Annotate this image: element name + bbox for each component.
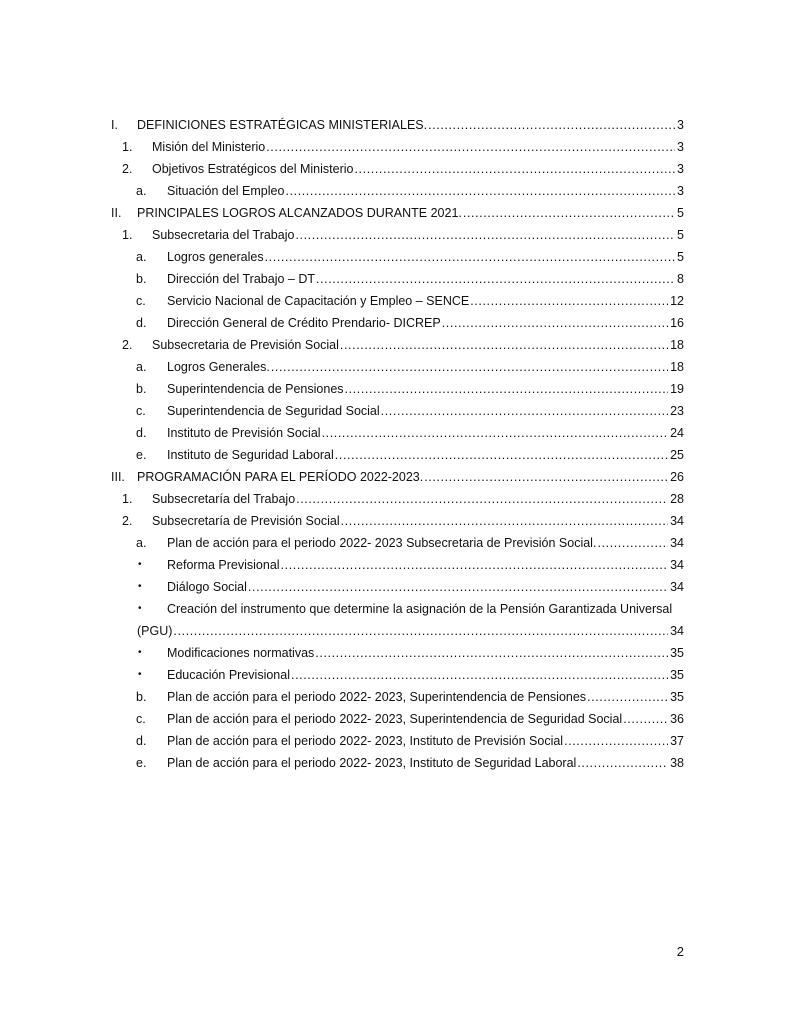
toc-entry[interactable]: [0, 576, 791, 598]
toc-entry-number: 2.: [122, 514, 133, 528]
toc-entry-title: Subsecretaría del Trabajo: [152, 492, 296, 506]
dot-leader: [335, 444, 668, 466]
dot-leader: [266, 136, 675, 158]
toc-entry[interactable]: [0, 400, 791, 422]
toc-entry-page: 34: [670, 536, 684, 550]
toc-entry-page: 34: [670, 514, 684, 528]
toc-entry-number: 1.: [122, 140, 133, 154]
toc-entry[interactable]: [0, 356, 791, 378]
toc-entry-page: 25: [670, 448, 684, 462]
toc-entry-page: 38: [670, 756, 684, 770]
toc-entry-page: 18: [670, 338, 684, 352]
toc-entry-line: [167, 378, 684, 400]
dot-leader: [315, 642, 668, 664]
toc-entry-title: DEFINICIONES ESTRATÉGICAS MINISTERIALES.: [137, 118, 428, 132]
toc-entry-page: 26: [670, 470, 684, 484]
table-of-contents: [0, 114, 791, 774]
toc-entry[interactable]: [0, 290, 791, 312]
dot-leader: [577, 752, 668, 774]
dot-leader: [265, 246, 675, 268]
dot-leader: [248, 576, 668, 598]
toc-entry-line: [167, 422, 684, 444]
toc-entry[interactable]: [0, 158, 791, 180]
bullet-marker: •: [138, 603, 142, 614]
toc-entry-number: I.: [111, 118, 118, 132]
toc-entry-page: 16: [670, 316, 684, 330]
toc-entry[interactable]: [0, 642, 791, 664]
toc-entry-page: 34: [670, 580, 684, 594]
toc-entry-page: 35: [670, 690, 684, 704]
dot-leader: [322, 422, 669, 444]
dot-leader: [340, 334, 668, 356]
toc-entry-number: e.: [136, 448, 147, 462]
toc-entry[interactable]: [0, 224, 791, 246]
toc-entry-page: 23: [670, 404, 684, 418]
toc-entry-title: Instituto de Previsión Social: [167, 426, 321, 440]
dot-leader: [316, 268, 675, 290]
toc-entry-line: [167, 686, 684, 708]
toc-entry[interactable]: [0, 180, 791, 202]
dot-leader: [587, 686, 668, 708]
toc-entry-number: a.: [136, 536, 147, 550]
toc-entry[interactable]: [0, 334, 791, 356]
toc-entry-page: 35: [670, 646, 684, 660]
toc-entry-number: a.: [136, 360, 147, 374]
toc-entry-number: 2.: [122, 338, 133, 352]
toc-entry-title: (PGU): [137, 624, 173, 638]
toc-entry-title: Educación Previsional: [167, 668, 290, 682]
toc-entry[interactable]: [0, 444, 791, 466]
toc-entry-line: [167, 752, 684, 774]
dot-leader: [424, 466, 668, 488]
toc-entry-line: [167, 268, 684, 290]
toc-entry-line: [167, 554, 684, 576]
toc-entry-number: b.: [136, 382, 147, 396]
bullet-marker: •: [138, 647, 142, 658]
toc-entry-title: Misión del Ministerio: [152, 140, 266, 154]
toc-entry-title: Situación del Empleo: [167, 184, 285, 198]
toc-entry-title: Plan de acción para el periodo 2022- 2023, Instituto de Seguridad Laboral: [167, 756, 577, 770]
toc-entry[interactable]: [0, 136, 791, 158]
toc-entry[interactable]: [0, 532, 791, 554]
dot-leader: [623, 708, 668, 730]
toc-entry[interactable]: [0, 422, 791, 444]
dot-leader: [470, 290, 668, 312]
toc-entry[interactable]: [0, 378, 791, 400]
dot-leader: [381, 400, 668, 422]
dot-leader: [296, 488, 668, 510]
toc-entry-line: [152, 158, 684, 180]
dot-leader: [291, 664, 668, 686]
dot-leader: [173, 620, 668, 642]
dot-leader: [295, 224, 675, 246]
dot-leader: [341, 510, 668, 532]
toc-entry-line: [167, 730, 684, 752]
toc-entry-page: 34: [670, 624, 684, 638]
toc-entry-line: [137, 202, 684, 224]
toc-entry-page: 37: [670, 734, 684, 748]
toc-entry-title: Superintendencia de Pensiones: [167, 382, 344, 396]
toc-entry-line: [152, 488, 684, 510]
toc-entry-number: d.: [136, 734, 147, 748]
dot-leader: [442, 312, 668, 334]
toc-entry[interactable]: [0, 664, 791, 686]
toc-entry-page: 5: [677, 250, 684, 264]
toc-entry-page: 5: [677, 206, 684, 220]
toc-entry-title: Plan de acción para el periodo 2022- 2023 Subsecretaria de Previsión Social.: [167, 536, 597, 550]
toc-entry-line: [137, 620, 684, 642]
dot-leader: [463, 202, 675, 224]
toc-entry-number: III.: [111, 470, 125, 484]
dot-leader: [285, 180, 675, 202]
toc-entry-page: 8: [677, 272, 684, 286]
toc-entry-page: 36: [670, 712, 684, 726]
toc-entry-line: [167, 180, 684, 202]
toc-entry-title: Logros generales: [167, 250, 264, 264]
toc-entry-number: d.: [136, 426, 147, 440]
toc-entry[interactable]: [0, 598, 791, 642]
toc-entry-number: 2.: [122, 162, 133, 176]
toc-entry-page: 3: [677, 184, 684, 198]
toc-entry-number: c.: [136, 404, 146, 418]
toc-entry-number: c.: [136, 712, 146, 726]
toc-entry-line: [167, 356, 684, 378]
toc-entry[interactable]: [0, 466, 791, 488]
toc-entry-line: [137, 114, 684, 136]
toc-entry-page: 28: [670, 492, 684, 506]
toc-entry-number: b.: [136, 690, 147, 704]
bullet-marker: •: [138, 581, 142, 592]
toc-entry-page: 3: [677, 118, 684, 132]
toc-entry-title: Objetivos Estratégicos del Ministerio: [152, 162, 354, 176]
dot-leader: [281, 554, 669, 576]
toc-entry-title: Subsecretaria de Previsión Social: [152, 338, 339, 352]
toc-entry-line: [152, 334, 684, 356]
toc-entry-line: [137, 466, 684, 488]
toc-entry-title: Plan de acción para el periodo 2022- 2023, Superintendencia de Seguridad Social: [167, 712, 623, 726]
toc-entry-line: [167, 664, 684, 686]
toc-entry[interactable]: [0, 312, 791, 334]
toc-entry-line: [167, 444, 684, 466]
toc-entry-line: [167, 642, 684, 664]
toc-entry-title: Servicio Nacional de Capacitación y Empleo – SENCE: [167, 294, 470, 308]
toc-entry-title: Modificaciones normativas: [167, 646, 315, 660]
toc-entry-title: Diálogo Social: [167, 580, 247, 594]
bullet-marker: •: [138, 559, 142, 570]
toc-entry-page: 12: [670, 294, 684, 308]
toc-entry-line: [167, 312, 684, 334]
toc-entry-title: PRINCIPALES LOGROS ALCANZADOS DURANTE 2021.: [137, 206, 462, 220]
dot-leader: [354, 158, 675, 180]
toc-entry-title: Subsecretaría de Previsión Social: [152, 514, 340, 528]
toc-entry[interactable]: [0, 488, 791, 510]
toc-entry-page: 19: [670, 382, 684, 396]
toc-entry[interactable]: [0, 114, 791, 136]
toc-entry-title: Subsecretaria del Trabajo: [152, 228, 295, 242]
toc-entry-number: a.: [136, 184, 147, 198]
toc-entry-title: Instituto de Seguridad Laboral: [167, 448, 334, 462]
dot-leader: [597, 532, 668, 554]
toc-entry-page: 3: [677, 140, 684, 154]
toc-entry-title: Superintendencia de Seguridad Social: [167, 404, 380, 418]
toc-entry-title: Dirección General de Crédito Prendario- DICREP: [167, 316, 441, 330]
toc-entry-title: Dirección del Trabajo – DT: [167, 272, 315, 286]
toc-entry-number: c.: [136, 294, 146, 308]
dot-leader: [428, 114, 675, 136]
toc-entry-number: b.: [136, 272, 147, 286]
page-number: 2: [676, 944, 684, 959]
toc-entry[interactable]: [0, 708, 791, 730]
toc-entry[interactable]: [0, 752, 791, 774]
toc-entry-title: Reforma Previsional: [167, 558, 280, 572]
toc-entry-line: [167, 576, 684, 598]
dot-leader: [564, 730, 668, 752]
toc-entry-page: 5: [677, 228, 684, 242]
toc-entry-page: 35: [670, 668, 684, 682]
dot-leader: [345, 378, 669, 400]
bullet-marker: •: [138, 669, 142, 680]
toc-entry-line: [152, 224, 684, 246]
toc-entry[interactable]: [0, 510, 791, 532]
toc-entry-title: Logros Generales.: [167, 360, 270, 374]
toc-entry[interactable]: [0, 554, 791, 576]
toc-entry-title-line1: Creación del instrumento que determine la asignación de la Pensión Garantizada Universal: [167, 602, 673, 616]
toc-entry-line: [167, 400, 684, 422]
toc-entry-number: d.: [136, 316, 147, 330]
toc-entry-number: e.: [136, 756, 147, 770]
toc-entry[interactable]: [0, 268, 791, 290]
toc-entry-line: [152, 510, 684, 532]
toc-entry-title: Plan de acción para el periodo 2022- 2023, Instituto de Previsión Social: [167, 734, 564, 748]
toc-entry-page: 18: [670, 360, 684, 374]
toc-entry-line: [152, 136, 684, 158]
toc-entry[interactable]: [0, 202, 791, 224]
toc-entry-page: 24: [670, 426, 684, 440]
toc-entry-page: 3: [677, 162, 684, 176]
toc-entry-line: [167, 532, 684, 554]
dot-leader: [271, 356, 668, 378]
toc-entry-number: 1.: [122, 492, 133, 506]
toc-entry-page: 34: [670, 558, 684, 572]
toc-entry[interactable]: [0, 686, 791, 708]
toc-entry-number: 1.: [122, 228, 133, 242]
toc-entry-title: Plan de acción para el periodo 2022- 2023, Superintendencia de Pensiones: [167, 690, 587, 704]
toc-entry-title: PROGRAMACIÓN PARA EL PERÍODO 2022-2023.: [137, 470, 424, 484]
toc-entry-line: [167, 246, 684, 268]
toc-entry[interactable]: [0, 730, 791, 752]
toc-entry-line: [167, 290, 684, 312]
toc-entry-number: a.: [136, 250, 147, 264]
toc-entry-line: [167, 708, 684, 730]
toc-entry[interactable]: [0, 246, 791, 268]
toc-entry-number: II.: [111, 206, 122, 220]
